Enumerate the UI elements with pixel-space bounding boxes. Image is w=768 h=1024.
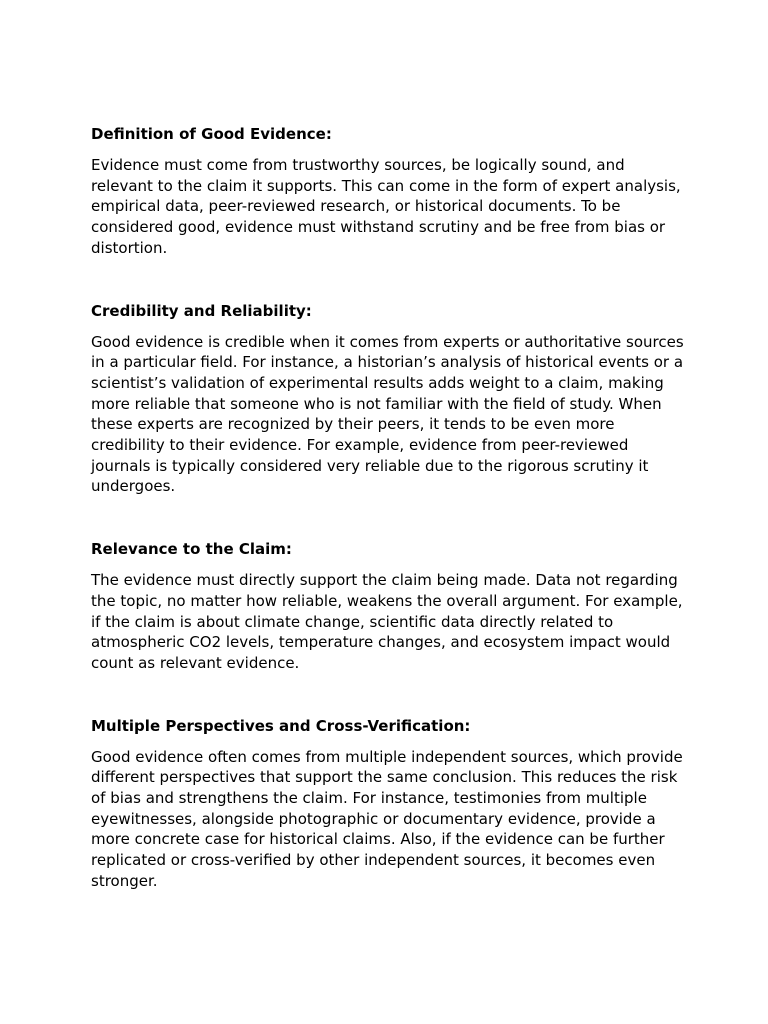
section-relevance: [91, 539, 687, 674]
section-body: Good evidence is credible when it comes from experts or authoritative sources in a particular field. For instance, a historian’s analysis of historical events or a scientist’s validation of experimental results adds weight to a claim, making more reliable that someone who is not familiar with the field of study. When these experts are recognized by their peers, it tends to be even more credibility to their evidence. For example, evidence from peer-reviewed journals is typically considered very reliable due to the rigorous scrutiny it undergoes.: [91, 332, 684, 496]
section-spacer: [91, 674, 687, 716]
section-body: Evidence must come from trustworthy sources, be logically sound, and relevant to the claim it supports. This can come in the form of expert analysis, empirical data, peer-reviewed research, or historical documents. To be considered good, evidence must withstand scrutiny and be free from bias or distortion.: [91, 156, 681, 257]
section-body: The evidence must directly support the claim being made. Data not regarding the topic, no matter how reliable, weakens the overall argument. For example, if the claim is about climate change, scientific data directly related to atmospheric CO2 levels, temperature changes, and ecosystem impact would count as relevant evidence.: [91, 571, 683, 672]
section-body: Good evidence often comes from multiple independent sources, which provide different perspectives that support the same conclusion. This reduces the risk of bias and strengthens the claim. For instance, testimonies from multiple eyewitnesses, alongside photographic or documentary evidence, provide a more concrete case for historical claims. Also, if the evidence can be further replicated or cross-verified by other independent sources, it becomes even stronger.: [91, 747, 683, 890]
section-heading: Relevance to the Claim:: [91, 540, 292, 559]
section-spacer: [91, 497, 687, 539]
section-definition: [91, 124, 687, 259]
section-heading: Multiple Perspectives and Cross-Verification:: [91, 716, 471, 735]
section-heading: Definition of Good Evidence:: [91, 125, 332, 143]
section-spacer: [91, 259, 687, 301]
section-credibility: [91, 301, 687, 498]
section-multiple-perspectives: [91, 716, 687, 892]
section-heading: Credibility and Reliability:: [91, 301, 312, 320]
document-page: [91, 124, 687, 892]
